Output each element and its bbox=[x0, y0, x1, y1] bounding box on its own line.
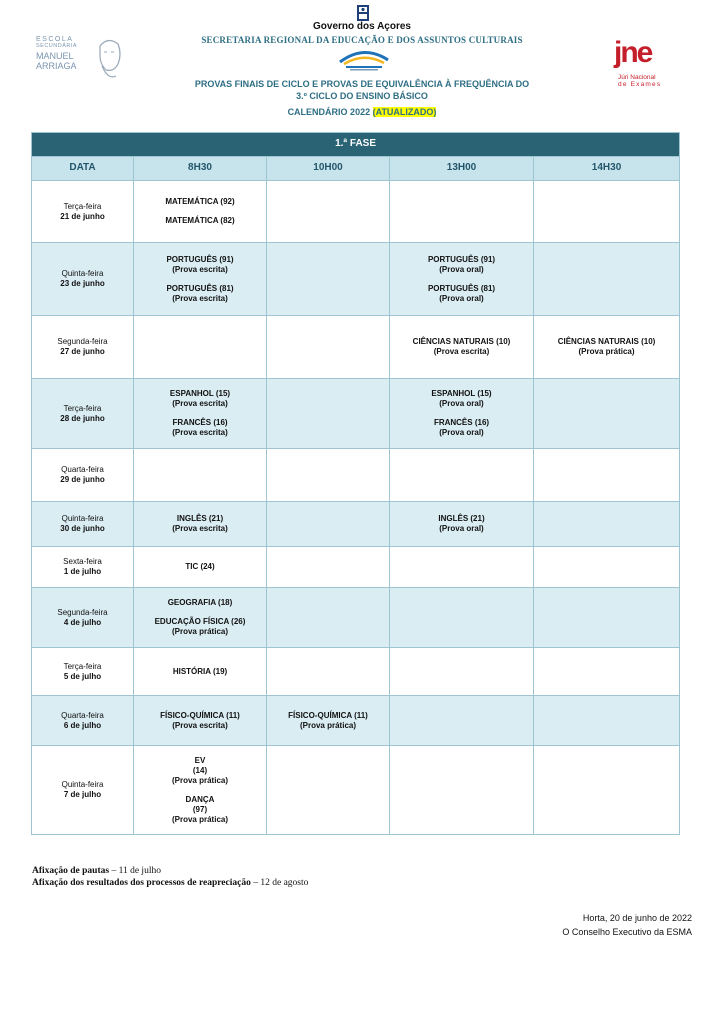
exam-cell bbox=[534, 502, 680, 547]
exam-cell bbox=[134, 316, 267, 379]
exam-cell bbox=[267, 379, 390, 449]
exam-name: FRANCÊS (16) bbox=[433, 418, 490, 427]
exam-name: HISTÓRIA (19) bbox=[172, 666, 228, 676]
exam-calendar-table bbox=[31, 132, 680, 835]
exam-cell bbox=[134, 502, 267, 547]
school-logo-line1: ESCOLA bbox=[36, 36, 74, 43]
jne-logo-line1: Júri Nacional bbox=[618, 74, 656, 81]
title-line2: 3.º CICLO DO ENSINO BÁSICO bbox=[296, 91, 428, 101]
jne-logo-mark: jne bbox=[614, 36, 652, 69]
jne-logo-line2: de Exames bbox=[618, 81, 662, 89]
date-value: 28 de junho bbox=[60, 413, 105, 423]
government-name: Governo dos Açores bbox=[313, 21, 411, 32]
table-row bbox=[32, 588, 680, 648]
exam-name: PORTUGUÊS (91) bbox=[166, 254, 234, 264]
phase-header: 1.ª FASE bbox=[32, 133, 680, 157]
exam-cell bbox=[390, 181, 534, 243]
weekday: Terça-feira bbox=[63, 403, 102, 413]
exam-cell bbox=[390, 449, 534, 502]
exam-name: TIC (24) bbox=[185, 562, 215, 571]
exam-cell bbox=[267, 588, 390, 648]
table-row bbox=[32, 696, 680, 746]
exam-cell bbox=[534, 648, 680, 696]
exam-entry bbox=[134, 418, 266, 438]
exam-entry bbox=[134, 562, 266, 572]
exam-name: ESPANHOL (15) bbox=[431, 389, 492, 398]
date-cell bbox=[32, 502, 134, 547]
school-logo-line4: ARRIAGA bbox=[36, 60, 77, 71]
exam-name: CIÊNCIAS NATURAIS (10) bbox=[412, 337, 511, 346]
exam-entry bbox=[134, 389, 266, 409]
exam-detail: (14) bbox=[192, 765, 208, 775]
weekday: Segunda-feira bbox=[57, 607, 108, 617]
exam-cell bbox=[534, 547, 680, 588]
date-cell bbox=[32, 746, 134, 835]
exam-name: FRANCÊS (16) bbox=[172, 418, 228, 427]
table-row bbox=[32, 379, 680, 449]
exam-cell bbox=[534, 243, 680, 316]
exam-detail: (Prova escrita) bbox=[172, 264, 228, 274]
date-cell bbox=[32, 547, 134, 588]
date-value: 29 de junho bbox=[60, 475, 105, 484]
exam-cell bbox=[390, 746, 534, 835]
exam-cell bbox=[390, 316, 534, 379]
exam-cell bbox=[267, 449, 390, 502]
weekday: Quarta-feira bbox=[61, 465, 104, 474]
updated-highlight: (ATUALIZADO) bbox=[372, 107, 437, 117]
exam-detail: (Prova oral) bbox=[439, 524, 484, 533]
exam-entry bbox=[390, 514, 533, 534]
footer-pautas-value: – 11 de julho bbox=[109, 866, 161, 876]
exam-detail: (Prova oral) bbox=[439, 264, 484, 274]
exam-cell bbox=[534, 696, 680, 746]
exam-entry bbox=[390, 255, 533, 275]
date-value: 6 de julho bbox=[63, 720, 102, 730]
signature-signer: O Conselho Executivo da ESMA bbox=[562, 927, 692, 937]
date-value: 7 de julho bbox=[63, 790, 102, 799]
exam-name: MATEMÁTICA (92) bbox=[165, 197, 235, 206]
exam-entry bbox=[134, 216, 266, 226]
exam-detail: (Prova escrita) bbox=[172, 293, 228, 303]
exam-name: INGLÊS (21) bbox=[438, 514, 485, 523]
exam-cell bbox=[267, 746, 390, 835]
exam-detail: (Prova escrita) bbox=[172, 524, 228, 533]
exam-cell bbox=[390, 379, 534, 449]
exam-detail: (Prova escrita) bbox=[172, 720, 228, 730]
exam-cell bbox=[267, 696, 390, 746]
footer-reapreciacao-label: Afixação dos resultados dos processos de reapreciação bbox=[32, 878, 251, 888]
weekday: Terça-feira bbox=[63, 661, 102, 671]
exam-cell bbox=[390, 243, 534, 316]
exam-name: INGLÊS (21) bbox=[176, 514, 224, 523]
column-header: 13H00 bbox=[390, 157, 534, 181]
exam-cell bbox=[534, 588, 680, 648]
footer-pautas bbox=[32, 866, 161, 876]
date-cell bbox=[32, 588, 134, 648]
footer-pautas-label: Afixação de pautas bbox=[32, 866, 110, 876]
exam-cell bbox=[134, 648, 267, 696]
weekday: Sexta-feira bbox=[63, 557, 102, 566]
secretaria-logo-icon bbox=[334, 46, 394, 72]
exam-detail: (Prova escrita) bbox=[433, 347, 490, 356]
exam-cell bbox=[134, 379, 267, 449]
exam-cell bbox=[267, 181, 390, 243]
date-value: 4 de julho bbox=[63, 617, 102, 627]
exam-entry bbox=[390, 284, 533, 304]
exam-cell bbox=[267, 547, 390, 588]
table-row bbox=[32, 449, 680, 502]
exam-cell bbox=[390, 547, 534, 588]
date-cell bbox=[32, 648, 134, 696]
exam-cell bbox=[390, 502, 534, 547]
exam-name: FÍSICO-QUÍMICA (11) bbox=[160, 710, 240, 720]
exam-type: (Prova prática) bbox=[171, 814, 229, 824]
exam-cell bbox=[134, 243, 267, 316]
exam-cell bbox=[267, 648, 390, 696]
weekday: Terça-feira bbox=[63, 201, 102, 211]
exam-cell bbox=[534, 746, 680, 835]
exam-detail: (Prova prática) bbox=[299, 720, 357, 730]
exam-detail: (Prova escrita) bbox=[172, 399, 228, 408]
exam-detail: (Prova oral) bbox=[439, 428, 484, 437]
exam-cell bbox=[267, 316, 390, 379]
date-value: 1 de julho bbox=[63, 567, 102, 576]
date-cell bbox=[32, 379, 134, 449]
exam-entry bbox=[134, 514, 266, 534]
weekday: Quinta-feira bbox=[61, 269, 104, 278]
column-header: DATA bbox=[32, 157, 134, 181]
footer-reapreciacao-value: – 12 de agosto bbox=[250, 878, 309, 888]
weekday: Segunda-feira bbox=[57, 337, 108, 346]
exam-name: MATEMÁTICA (82) bbox=[165, 216, 235, 225]
signature-place-date: Horta, 20 de junho de 2022 bbox=[582, 913, 692, 923]
date-cell bbox=[32, 243, 134, 316]
exam-cell bbox=[134, 588, 267, 648]
footer-reapreciacao bbox=[32, 878, 308, 888]
exam-entry bbox=[390, 389, 533, 409]
azores-coat-of-arms-icon bbox=[352, 5, 374, 21]
exam-cell bbox=[134, 449, 267, 502]
column-header: 8H30 bbox=[134, 157, 267, 181]
exam-entry bbox=[390, 418, 533, 438]
exam-cell bbox=[267, 502, 390, 547]
date-value: 30 de junho bbox=[60, 524, 105, 533]
exam-entry bbox=[134, 197, 266, 207]
exam-entry bbox=[134, 795, 266, 825]
exam-cell bbox=[134, 181, 267, 243]
exam-entry bbox=[390, 337, 533, 357]
exam-cell bbox=[267, 243, 390, 316]
table-row bbox=[32, 648, 680, 696]
school-logo-line2: SECUNDÁRIA bbox=[36, 43, 78, 49]
exam-name: EDUCAÇÃO FÍSICA (26) bbox=[154, 617, 246, 626]
table-row bbox=[32, 746, 680, 835]
calendar-title: CALENDÁRIO 2022 bbox=[287, 107, 371, 117]
exam-entry bbox=[134, 756, 266, 786]
exam-entry bbox=[134, 284, 266, 304]
exam-name: PORTUGUÊS (81) bbox=[427, 283, 496, 293]
date-cell bbox=[32, 181, 134, 243]
exam-name: PORTUGUÊS (81) bbox=[166, 283, 234, 293]
exam-detail: (Prova oral) bbox=[439, 399, 484, 408]
exam-cell bbox=[134, 746, 267, 835]
date-value: 21 de junho bbox=[60, 211, 105, 221]
exam-name: EV bbox=[194, 755, 206, 765]
exam-cell bbox=[390, 696, 534, 746]
exam-cell bbox=[134, 547, 267, 588]
exam-entry bbox=[134, 711, 266, 731]
portrait-icon bbox=[92, 36, 124, 84]
school-logo-line3: MANUEL bbox=[36, 50, 74, 61]
column-header: 10H00 bbox=[267, 157, 390, 181]
exam-entry bbox=[534, 337, 679, 357]
date-value: 23 de junho bbox=[60, 279, 105, 288]
exam-cell bbox=[534, 379, 680, 449]
exam-name: CIÊNCIAS NATURAIS (10) bbox=[557, 337, 656, 346]
column-header: 14H30 bbox=[534, 157, 680, 181]
exam-name: PORTUGUÊS (91) bbox=[427, 254, 496, 264]
table-row bbox=[32, 243, 680, 316]
date-cell bbox=[32, 449, 134, 502]
exam-entry bbox=[134, 255, 266, 275]
date-value: 27 de junho bbox=[60, 347, 105, 356]
exam-cell bbox=[534, 181, 680, 243]
exam-cell bbox=[534, 316, 680, 379]
table-row bbox=[32, 547, 680, 588]
exam-name: DANÇA bbox=[185, 794, 215, 804]
exam-detail: (Prova prática) bbox=[578, 347, 635, 356]
exam-entry bbox=[134, 617, 266, 637]
table-row bbox=[32, 181, 680, 243]
exam-detail: (Prova prática) bbox=[171, 627, 229, 636]
exam-detail: (97) bbox=[192, 804, 208, 814]
table-row bbox=[32, 316, 680, 379]
exam-cell bbox=[534, 449, 680, 502]
weekday: Quinta-feira bbox=[61, 514, 104, 523]
exam-cell bbox=[390, 588, 534, 648]
secretaria-name: SECRETARIA REGIONAL DA EDUCAÇÃO E DOS ASSUNTOS CULTURAIS bbox=[201, 35, 523, 45]
exam-entry bbox=[134, 667, 266, 677]
exam-detail: (Prova escrita) bbox=[172, 428, 228, 437]
exam-name: FÍSICO-QUÍMICA (11) bbox=[288, 710, 368, 720]
date-cell bbox=[32, 696, 134, 746]
weekday: Quarta-feira bbox=[61, 710, 104, 720]
title-line1: PROVAS FINAIS DE CICLO E PROVAS DE EQUIVALÊNCIA À FREQUÊNCIA DO bbox=[194, 79, 530, 89]
date-value: 5 de julho bbox=[63, 671, 102, 681]
exam-name: GEOGRAFIA (18) bbox=[167, 598, 233, 607]
exam-entry bbox=[267, 711, 389, 731]
exam-cell bbox=[390, 648, 534, 696]
date-cell bbox=[32, 316, 134, 379]
exam-detail: (Prova oral) bbox=[439, 293, 484, 303]
exam-entry bbox=[134, 598, 266, 608]
exam-type: (Prova prática) bbox=[171, 775, 229, 785]
weekday: Quinta-feira bbox=[61, 780, 104, 789]
exam-cell bbox=[134, 696, 267, 746]
table-row bbox=[32, 502, 680, 547]
title-line3 bbox=[0, 107, 724, 117]
exam-name: ESPANHOL (15) bbox=[169, 389, 231, 398]
